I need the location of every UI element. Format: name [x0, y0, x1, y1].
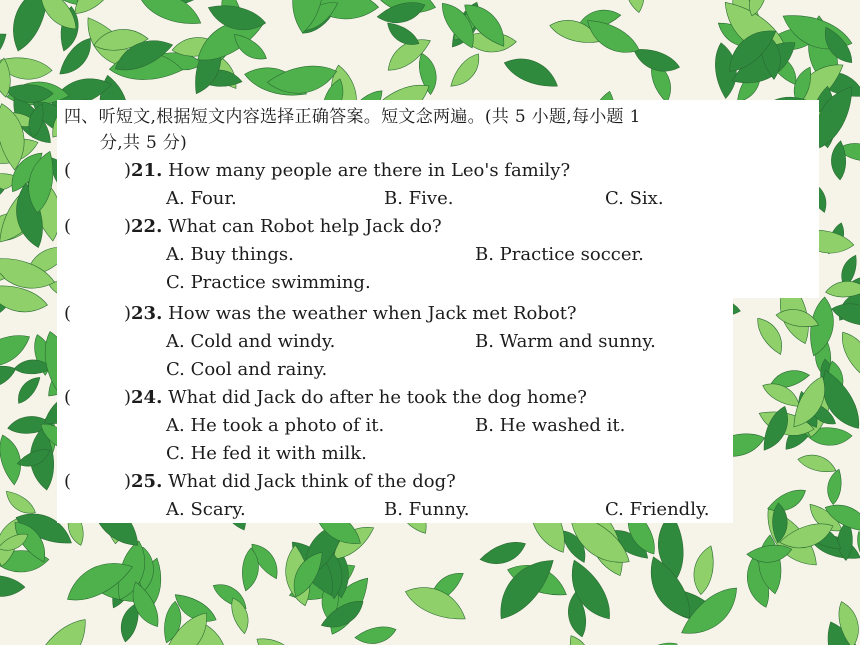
question-number: 23.: [131, 303, 163, 324]
option-a[interactable]: A. Cold and windy.: [166, 331, 336, 352]
option-c[interactable]: C. Cool and rainy.: [166, 359, 328, 380]
question-text: What did Jack do after he took the dog home?: [168, 387, 587, 408]
question-text: What did Jack think of the dog?: [168, 471, 456, 492]
question-text: How was the weather when Jack met Robot?: [168, 303, 577, 324]
option-b[interactable]: B. He washed it.: [475, 415, 626, 436]
answer-blank-close: ): [124, 303, 132, 324]
section-instructions: [64, 104, 814, 156]
option-c[interactable]: C. Six.: [605, 188, 664, 209]
option-b[interactable]: B. Five.: [384, 188, 454, 209]
option-b[interactable]: B. Practice soccer.: [475, 244, 644, 265]
answer-blank-open: (: [64, 387, 72, 408]
answer-blank-close: ): [124, 471, 132, 492]
option-b[interactable]: B. Warm and sunny.: [475, 331, 656, 352]
answer-blank-close: ): [124, 160, 132, 181]
answer-blank-close: ): [124, 387, 132, 408]
option-a[interactable]: A. Buy things.: [166, 244, 294, 265]
question-22: [64, 213, 442, 241]
answer-blank-open: (: [64, 303, 72, 324]
option-a[interactable]: A. Four.: [166, 188, 237, 209]
question-23: [64, 300, 577, 328]
question-24: [64, 384, 587, 412]
question-text: How many people are there in Leo's family?: [168, 160, 571, 181]
question-number: 21.: [131, 160, 163, 181]
answer-blank-close: ): [124, 216, 132, 237]
answer-blank-open: (: [64, 216, 72, 237]
answer-blank-open: (: [64, 160, 72, 181]
section-instructions-line1: 四、听短文,根据短文内容选择正确答案。短文念两遍。(共 5 小题,每小题 1: [64, 107, 641, 127]
question-21: [64, 157, 570, 185]
question-number: 22.: [131, 216, 163, 237]
option-c[interactable]: C. Friendly.: [605, 499, 710, 520]
question-25: [64, 468, 456, 496]
option-c[interactable]: C. Practice swimming.: [166, 272, 371, 293]
option-a[interactable]: A. Scary.: [166, 499, 246, 520]
option-a[interactable]: A. He took a photo of it.: [166, 415, 385, 436]
question-text: What can Robot help Jack do?: [168, 216, 442, 237]
option-c[interactable]: C. He fed it with milk.: [166, 443, 367, 464]
option-b[interactable]: B. Funny.: [384, 499, 470, 520]
section-instructions-line2: 分,共 5 分): [100, 133, 188, 153]
answer-blank-open: (: [64, 471, 72, 492]
question-number: 25.: [131, 471, 163, 492]
question-number: 24.: [131, 387, 163, 408]
